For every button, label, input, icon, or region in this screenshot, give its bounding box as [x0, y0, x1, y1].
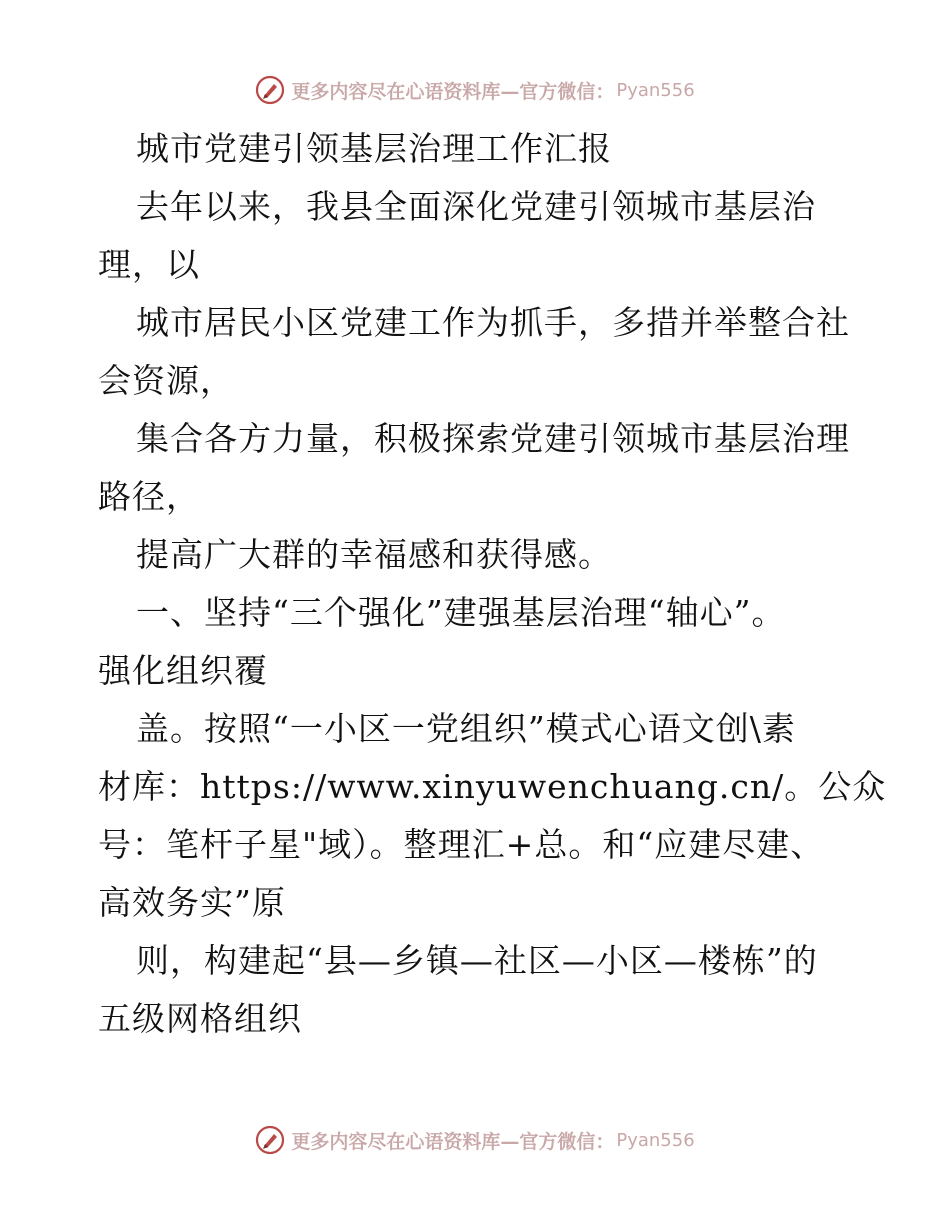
text-line: 理，以: [98, 245, 200, 284]
text-line: 城市居民小区党建工作为抓手，多措并举整合社: [136, 303, 850, 342]
text-line: 高效务实”原: [98, 883, 286, 922]
text-line: 号：笔杆子星"域）。整理汇+总。和“应建尽建、: [98, 825, 825, 864]
text-line: 城市党建引领基层治理工作汇报: [136, 129, 612, 168]
pen-nib-logo-icon: [255, 1125, 285, 1155]
header-watermark: [0, 70, 950, 110]
watermark-wechat-id: Pyan556: [616, 1129, 695, 1151]
text-line: 强化组织覆: [98, 651, 268, 690]
text-line: 集合各方力量，积极探索党建引领城市基层治理: [136, 419, 850, 458]
text-line: 提高广大群的幸福感和获得感。: [136, 535, 612, 574]
text-line: 去年以来，我县全面深化党建引领城市基层治: [136, 187, 816, 226]
pen-nib-logo-icon: [255, 75, 285, 105]
text-line: 一、坚持“三个强化”建强基层治理“轴心”。: [136, 593, 786, 632]
text-line: 五级网格组织: [98, 999, 302, 1038]
watermark-wechat-id: Pyan556: [616, 79, 695, 101]
watermark-text: 更多内容尽在心语资料库—官方微信：: [291, 1130, 615, 1153]
watermark-text: 更多内容尽在心语资料库—官方微信：: [291, 80, 615, 103]
text-line: 材库：https://www.xinyuwenchuang.cn/。公众: [98, 767, 887, 806]
footer-watermark: [0, 1120, 950, 1160]
document-body: [98, 120, 887, 1048]
text-line: 则，构建起“县—乡镇—社区—小区—楼栋”的: [136, 941, 818, 980]
text-line: 盖。按照“一小区一党组织”模式心语文创\素: [136, 709, 796, 748]
text-line: 会资源，: [98, 361, 234, 400]
text-line: 路径，: [98, 477, 200, 516]
